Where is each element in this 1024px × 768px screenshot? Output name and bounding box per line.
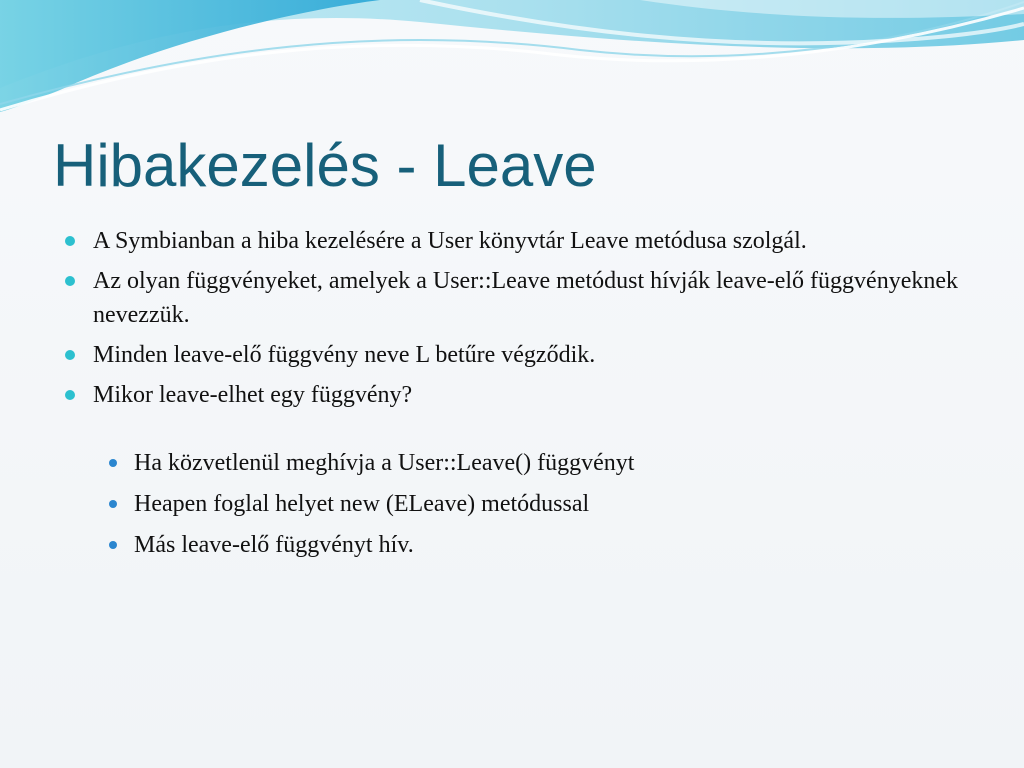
sub-bullet-text: Ha közvetlenül meghívja a User::Leave() függvényt	[134, 450, 635, 476]
sub-bullet-item	[101, 528, 960, 562]
sub-bullet-item	[101, 446, 960, 480]
sub-bullet-dot-icon	[109, 500, 117, 508]
slide-content	[60, 224, 960, 569]
sub-bullet-dot-icon	[109, 541, 117, 549]
sub-bullet-text: Más leave-elő függvényt hív.	[134, 532, 414, 558]
slide-title: Hibakezelés - Leave	[53, 132, 597, 199]
sub-bullet-dot-icon	[109, 459, 117, 467]
bullet-dot-icon	[65, 236, 75, 246]
bullet-item	[60, 338, 960, 372]
bullet-text: Mikor leave-elhet egy függvény?	[93, 382, 413, 408]
bullet-dot-icon	[65, 390, 75, 400]
bullet-item	[60, 378, 960, 412]
sub-bullet-text: Heapen foglal helyet new (ELeave) metódussal	[134, 491, 590, 517]
sub-bullet-list	[101, 446, 960, 562]
bullet-item	[60, 264, 960, 332]
bullet-dot-icon	[65, 276, 75, 286]
bullet-text: Az olyan függvényeket, amelyek a User::Leave metódust hívják leave-elő függvényeknek nevezzük.	[93, 268, 959, 328]
bullet-text: A Symbianban a hiba kezelésére a User könyvtár Leave metódusa szolgál.	[93, 228, 807, 254]
bullet-list	[60, 224, 960, 412]
bullet-item	[60, 224, 960, 258]
bullet-text: Minden leave-elő függvény neve L betűre végződik.	[93, 342, 596, 368]
bullet-dot-icon	[65, 350, 75, 360]
decorative-wave-header	[0, 0, 1024, 130]
sub-bullet-item	[101, 487, 960, 521]
